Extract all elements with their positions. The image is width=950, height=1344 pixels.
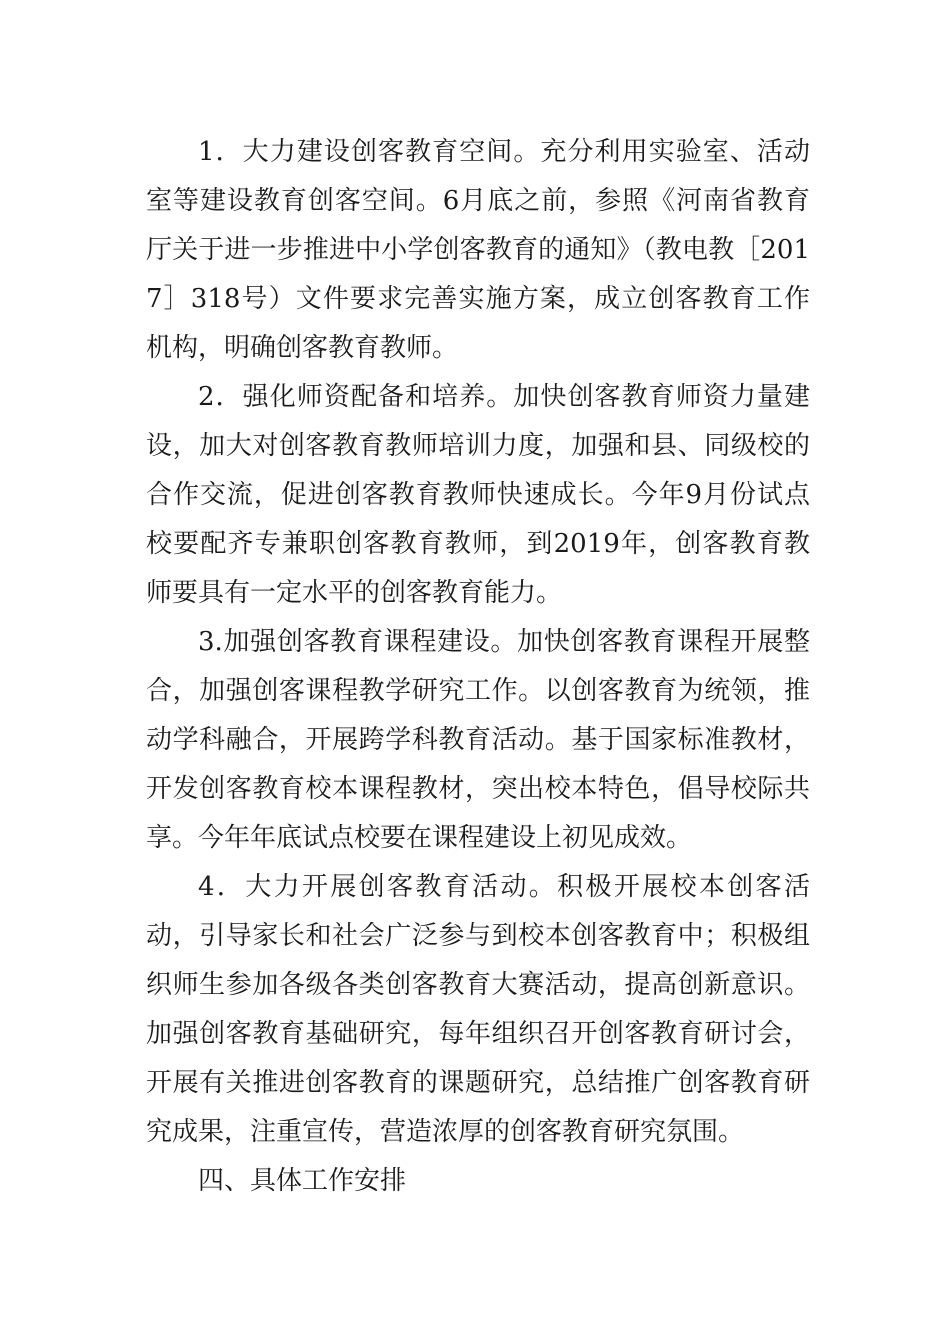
- paragraph-4: 4．大力开展创客教育活动。积极开展校本创客活动，引导家长和社会广泛参与到校本创客教育中；积极组织师生参加各级各类创客教育大赛活动，提高创新意识。加强创客教育基础研究，每年组织召开创客教育研讨会，开展有关推进创客教育的课题研究，总结推广创客教育研究成果，注重宣传，营造浓厚的创客教育研究氛围。: [146, 872, 810, 1147]
- paragraph-1: 1．大力建设创客教育空间。充分利用实验室、活动室等建设教育创客空间。6月底之前，参照《河南省教育厅关于进一步推进中小学创客教育的通知》（教电教［2017］318号）文件要求完善实施方案，成立创客教育工作机构，明确创客教育教师。: [146, 137, 810, 363]
- document-body: [146, 128, 810, 1206]
- paragraph-2: 2．强化师资配备和培养。加快创客教育师资力量建设，加大对创客教育教师培训力度，加强和县、同级校的合作交流，促进创客教育教师快速成长。今年9月份试点校要配齐专兼职创客教育教师，到2019年，创客教育教师要具有一定水平的创客教育能力。: [146, 382, 810, 608]
- section-heading: 四、具体工作安排: [198, 1166, 407, 1196]
- paragraph-3: 3.加强创客教育课程建设。加快创客教育课程开展整合，加强创客课程教学研究工作。以创客教育为统领，推动学科融合，开展跨学科教育活动。基于国家标准教材，开发创客教育校本课程教材，突出校本特色，倡导校际共享。今年年底试点校要在课程建设上初见成效。: [146, 627, 810, 853]
